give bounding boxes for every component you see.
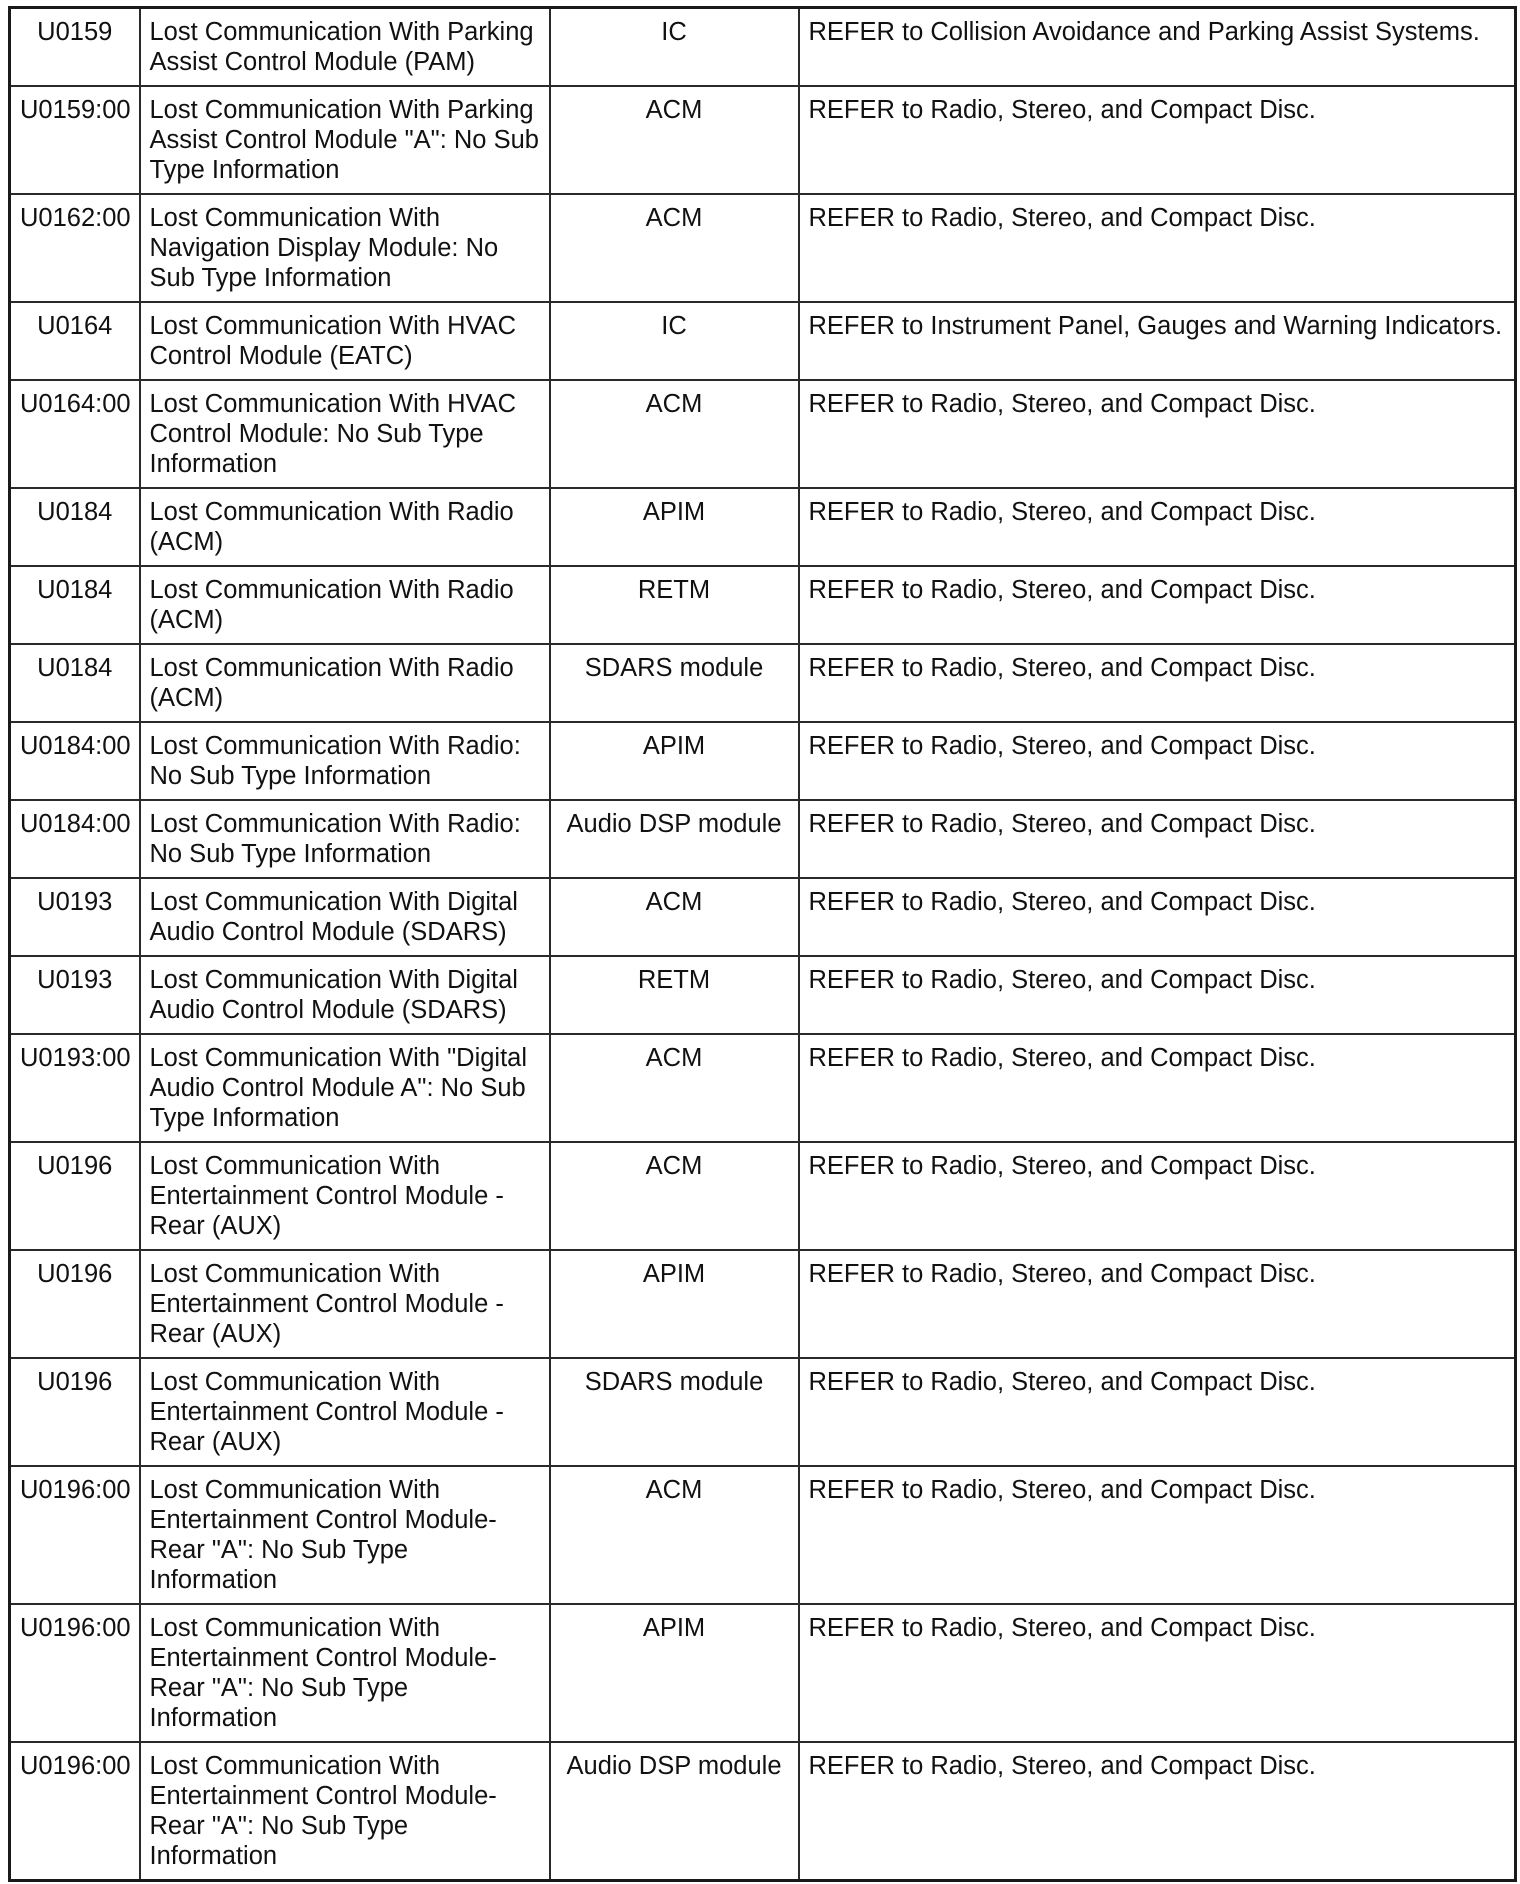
dtc-description-cell: Lost Communication With Digital Audio Control Module (SDARS) xyxy=(140,956,550,1034)
dtc-description-cell: Lost Communication With HVAC Control Module: No Sub Type Information xyxy=(140,380,550,488)
table-row xyxy=(10,380,1516,488)
dtc-module-cell: SDARS module xyxy=(550,644,799,722)
dtc-module-cell: IC xyxy=(550,302,799,380)
table-row xyxy=(10,8,1516,87)
dtc-code-cell: U0184 xyxy=(10,488,140,566)
dtc-code-cell: U0164 xyxy=(10,302,140,380)
dtc-code-cell: U0159:00 xyxy=(10,86,140,194)
dtc-description-cell: Lost Communication With Entertainment Control Module-Rear "A": No Sub Type Information xyxy=(140,1604,550,1742)
dtc-description-cell: Lost Communication With Entertainment Control Module - Rear (AUX) xyxy=(140,1358,550,1466)
dtc-action-cell: REFER to Collision Avoidance and Parking Assist Systems. xyxy=(799,8,1516,87)
dtc-module-cell: ACM xyxy=(550,1034,799,1142)
table-row xyxy=(10,1742,1516,1881)
dtc-action-cell: REFER to Radio, Stereo, and Compact Disc. xyxy=(799,878,1516,956)
dtc-action-cell: REFER to Radio, Stereo, and Compact Disc. xyxy=(799,194,1516,302)
dtc-action-cell: REFER to Radio, Stereo, and Compact Disc. xyxy=(799,1142,1516,1250)
table-row xyxy=(10,1034,1516,1142)
dtc-description-cell: Lost Communication With Radio: No Sub Type Information xyxy=(140,722,550,800)
dtc-description-cell: Lost Communication With Radio (ACM) xyxy=(140,566,550,644)
dtc-action-cell: REFER to Radio, Stereo, and Compact Disc. xyxy=(799,1604,1516,1742)
dtc-code-cell: U0196:00 xyxy=(10,1604,140,1742)
dtc-code-cell: U0196:00 xyxy=(10,1466,140,1604)
dtc-module-cell: ACM xyxy=(550,86,799,194)
dtc-code-cell: U0196 xyxy=(10,1358,140,1466)
table-row xyxy=(10,1358,1516,1466)
dtc-module-cell: APIM xyxy=(550,1604,799,1742)
table-row xyxy=(10,722,1516,800)
table-row xyxy=(10,956,1516,1034)
dtc-module-cell: Audio DSP module xyxy=(550,1742,799,1881)
dtc-module-cell: APIM xyxy=(550,722,799,800)
dtc-module-cell: Audio DSP module xyxy=(550,800,799,878)
dtc-module-cell: ACM xyxy=(550,1466,799,1604)
dtc-module-cell: APIM xyxy=(550,488,799,566)
table-row xyxy=(10,644,1516,722)
dtc-action-cell: REFER to Radio, Stereo, and Compact Disc. xyxy=(799,956,1516,1034)
dtc-table-body xyxy=(10,8,1516,1881)
dtc-code-cell: U0184 xyxy=(10,566,140,644)
dtc-action-cell: REFER to Radio, Stereo, and Compact Disc. xyxy=(799,1466,1516,1604)
table-row xyxy=(10,194,1516,302)
dtc-description-cell: Lost Communication With HVAC Control Module (EATC) xyxy=(140,302,550,380)
dtc-action-cell: REFER to Radio, Stereo, and Compact Disc. xyxy=(799,380,1516,488)
dtc-module-cell: APIM xyxy=(550,1250,799,1358)
dtc-code-cell: U0159 xyxy=(10,8,140,87)
dtc-action-cell: REFER to Radio, Stereo, and Compact Disc. xyxy=(799,1358,1516,1466)
table-row xyxy=(10,86,1516,194)
dtc-description-cell: Lost Communication With "Digital Audio Control Module A": No Sub Type Information xyxy=(140,1034,550,1142)
table-row xyxy=(10,1250,1516,1358)
dtc-module-cell: SDARS module xyxy=(550,1358,799,1466)
table-row xyxy=(10,1604,1516,1742)
dtc-code-cell: U0162:00 xyxy=(10,194,140,302)
dtc-module-cell: ACM xyxy=(550,1142,799,1250)
dtc-description-cell: Lost Communication With Entertainment Control Module - Rear (AUX) xyxy=(140,1250,550,1358)
table-row xyxy=(10,566,1516,644)
dtc-module-cell: ACM xyxy=(550,878,799,956)
dtc-description-cell: Lost Communication With Navigation Display Module: No Sub Type Information xyxy=(140,194,550,302)
dtc-action-cell: REFER to Radio, Stereo, and Compact Disc. xyxy=(799,722,1516,800)
dtc-code-cell: U0193:00 xyxy=(10,1034,140,1142)
table-row xyxy=(10,302,1516,380)
dtc-description-cell: Lost Communication With Parking Assist Control Module (PAM) xyxy=(140,8,550,87)
dtc-action-cell: REFER to Radio, Stereo, and Compact Disc. xyxy=(799,800,1516,878)
table-row xyxy=(10,488,1516,566)
dtc-code-cell: U0196:00 xyxy=(10,1742,140,1881)
dtc-action-cell: REFER to Radio, Stereo, and Compact Disc. xyxy=(799,1742,1516,1881)
dtc-code-cell: U0193 xyxy=(10,956,140,1034)
dtc-code-cell: U0193 xyxy=(10,878,140,956)
dtc-description-cell: Lost Communication With Digital Audio Control Module (SDARS) xyxy=(140,878,550,956)
dtc-action-cell: REFER to Radio, Stereo, and Compact Disc. xyxy=(799,566,1516,644)
dtc-action-cell: REFER to Radio, Stereo, and Compact Disc. xyxy=(799,86,1516,194)
dtc-description-cell: Lost Communication With Entertainment Control Module-Rear "A": No Sub Type Information xyxy=(140,1742,550,1881)
dtc-table xyxy=(8,6,1517,1882)
dtc-module-cell: ACM xyxy=(550,380,799,488)
table-row xyxy=(10,878,1516,956)
dtc-module-cell: IC xyxy=(550,8,799,87)
dtc-action-cell: REFER to Radio, Stereo, and Compact Disc. xyxy=(799,488,1516,566)
dtc-description-cell: Lost Communication With Radio (ACM) xyxy=(140,644,550,722)
dtc-code-cell: U0196 xyxy=(10,1250,140,1358)
dtc-action-cell: REFER to Instrument Panel, Gauges and Warning Indicators. xyxy=(799,302,1516,380)
dtc-description-cell: Lost Communication With Radio: No Sub Type Information xyxy=(140,800,550,878)
dtc-code-cell: U0196 xyxy=(10,1142,140,1250)
dtc-code-cell: U0164:00 xyxy=(10,380,140,488)
table-row xyxy=(10,800,1516,878)
dtc-code-cell: U0184:00 xyxy=(10,800,140,878)
dtc-action-cell: REFER to Radio, Stereo, and Compact Disc. xyxy=(799,1034,1516,1142)
dtc-description-cell: Lost Communication With Radio (ACM) xyxy=(140,488,550,566)
dtc-module-cell: RETM xyxy=(550,956,799,1034)
dtc-module-cell: RETM xyxy=(550,566,799,644)
dtc-code-cell: U0184 xyxy=(10,644,140,722)
dtc-action-cell: REFER to Radio, Stereo, and Compact Disc. xyxy=(799,644,1516,722)
table-row xyxy=(10,1466,1516,1604)
dtc-code-cell: U0184:00 xyxy=(10,722,140,800)
table-row xyxy=(10,1142,1516,1250)
dtc-description-cell: Lost Communication With Parking Assist Control Module "A": No Sub Type Information xyxy=(140,86,550,194)
dtc-description-cell: Lost Communication With Entertainment Control Module - Rear (AUX) xyxy=(140,1142,550,1250)
dtc-action-cell: REFER to Radio, Stereo, and Compact Disc. xyxy=(799,1250,1516,1358)
dtc-module-cell: ACM xyxy=(550,194,799,302)
dtc-description-cell: Lost Communication With Entertainment Control Module-Rear "A": No Sub Type Information xyxy=(140,1466,550,1604)
